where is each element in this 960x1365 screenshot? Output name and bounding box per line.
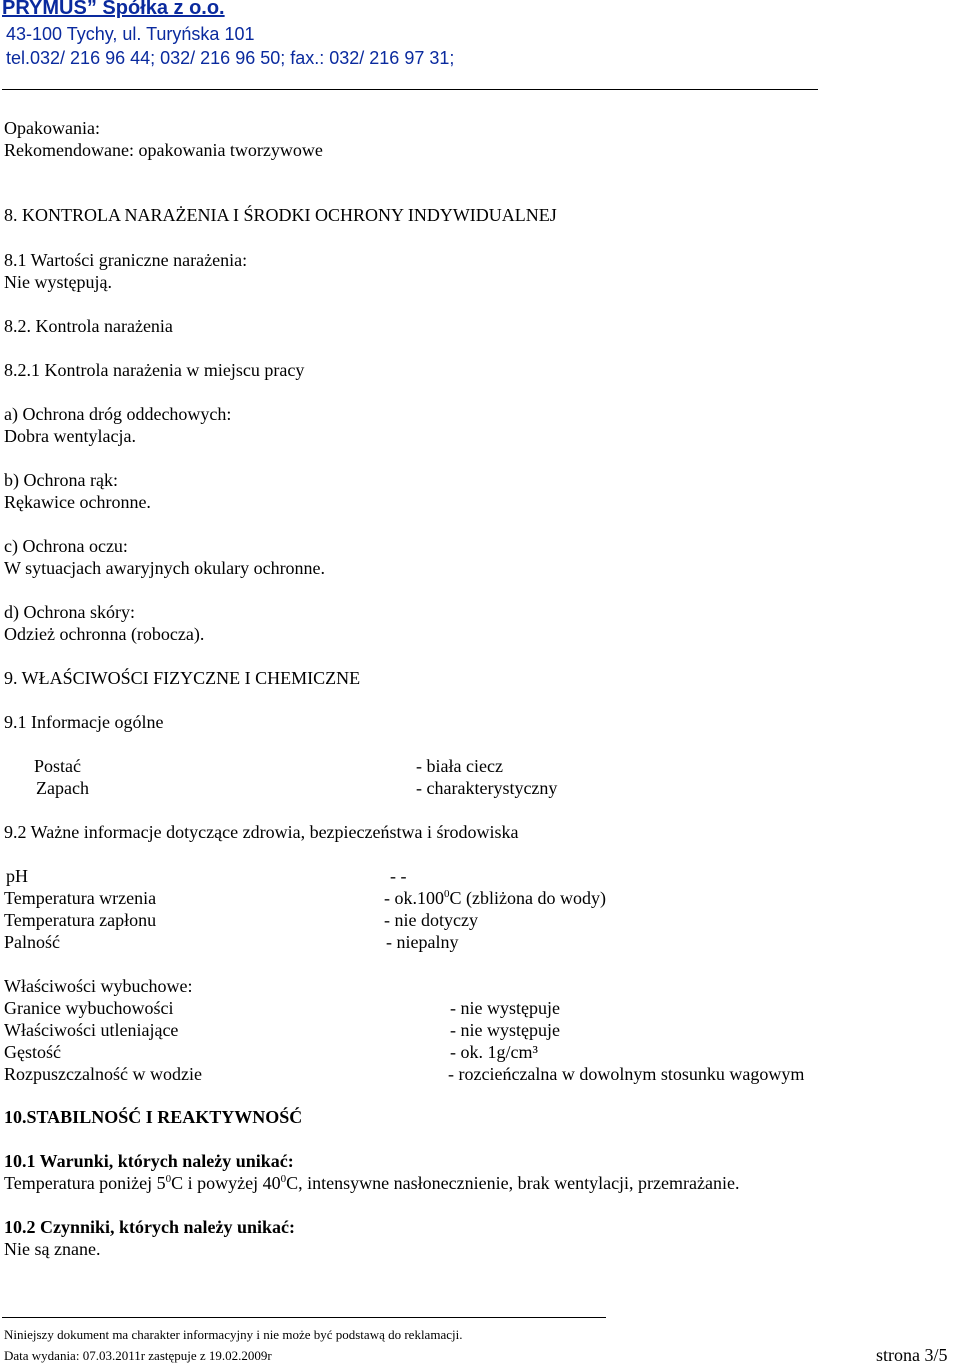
section-8-title: 8. KONTROLA NARAŻENIA I ŚRODKI OCHRONY INDYWIDUALNEJ [4, 205, 557, 225]
page-number: strona 3/5 [876, 1345, 948, 1365]
section-9-2-title: 9.2 Ważne informacje dotyczące zdrowia, bezpieczeństwa i środowiska [4, 822, 519, 842]
packaging-label: Opakowania: [4, 118, 100, 138]
section-10-2-text: Nie są znane. [4, 1239, 101, 1259]
section-9-title: 9. WŁAŚCIWOŚCI FIZYCZNE I CHEMICZNE [4, 668, 361, 688]
flash-point-value: - nie dotyczy [384, 910, 478, 930]
boiling-point-label: Temperatura wrzenia [4, 888, 157, 908]
footer-disclaimer: Niniejszy dokument ma charakter informacyjny i nie może być podstawą do reklamacji. [4, 1327, 463, 1342]
property-label: Rozpuszczalność w wodzie [4, 1064, 202, 1084]
footer-rule [2, 1317, 606, 1318]
company-address: 43-100 Tychy, ul. Turyńska 101 [6, 24, 255, 44]
skin-protection-text: Odzież ochronna (robocza). [4, 624, 205, 644]
header-rule [2, 89, 818, 90]
property-value: - ok. 1g/cm³ [450, 1042, 538, 1062]
property-label: Zapach [36, 778, 89, 798]
section-10-1-title: 10.1 Warunki, których należy unikać: [4, 1151, 294, 1171]
packaging-recommended: Rekomendowane: opakowania tworzywowe [4, 140, 323, 160]
property-label: Właściwości utleniające [4, 1020, 179, 1040]
property-value: - nie występuje [450, 1020, 560, 1040]
property-label: Gęstość [4, 1042, 61, 1062]
flammability-value: - niepalny [386, 932, 459, 952]
eye-protection-text: W sytuacjach awaryjnych okulary ochronne. [4, 558, 326, 578]
section-10-title: 10.STABILNOŚĆ I REAKTYWNOŚĆ [4, 1107, 303, 1127]
property-value: - biała ciecz [416, 756, 503, 776]
eye-protection-title: c) Ochrona oczu: [4, 536, 128, 556]
property-value: - charakterystyczny [416, 778, 558, 798]
company-name: PRYMUS” Spółka z o.o. [2, 0, 225, 19]
skin-protection-title: d) Ochrona skóry: [4, 602, 135, 622]
respiratory-protection-text: Dobra wentylacja. [4, 426, 136, 446]
company-contact: tel.032/ 216 96 44; 032/ 216 96 50; fax.: 032/ 216 97 31; [6, 48, 455, 68]
flammability-label: Palność [4, 932, 60, 952]
respiratory-protection-title: a) Ochrona dróg oddechowych: [4, 404, 232, 424]
property-value: - nie występuje [450, 998, 560, 1018]
section-8-2-title: 8.2. Kontrola narażenia [4, 316, 173, 336]
section-9-1-title: 9.1 Informacje ogólne [4, 712, 164, 732]
ph-label: pH [6, 866, 28, 886]
property-label: Granice wybuchowości [4, 998, 174, 1018]
section-8-1-text: Nie występują. [4, 272, 112, 292]
section-10-2-title: 10.2 Czynniki, których należy unikać: [4, 1217, 296, 1237]
boiling-point-value: - ok.100$^0$C (zbliżona do wody) [384, 888, 606, 908]
hand-protection-title: b) Ochrona rąk: [4, 470, 118, 490]
flash-point-label: Temperatura zapłonu [4, 910, 157, 930]
property-value: - rozcieńczalna w dowolnym stosunku wagowym [448, 1064, 805, 1084]
hand-protection-text: Rękawice ochronne. [4, 492, 151, 512]
section-10-1-text: Temperatura poniżej $5^0C$ i powyżej $40^0C$, intensywne nasłonecznienie, brak wentylacji, przemrażanie. [4, 1173, 740, 1193]
explosive-properties-title: Właściwości wybuchowe: [4, 976, 193, 996]
footer-issue-date: Data wydania: 07.03.2011r zastępuje z 19.02.2009r [4, 1348, 272, 1363]
section-8-1-title: 8.1 Wartości graniczne narażenia: [4, 250, 248, 270]
section-8-2-1-title: 8.2.1 Kontrola narażenia w miejscu pracy [4, 360, 305, 380]
property-label: Postać [34, 756, 81, 776]
ph-value: - - [390, 866, 407, 886]
